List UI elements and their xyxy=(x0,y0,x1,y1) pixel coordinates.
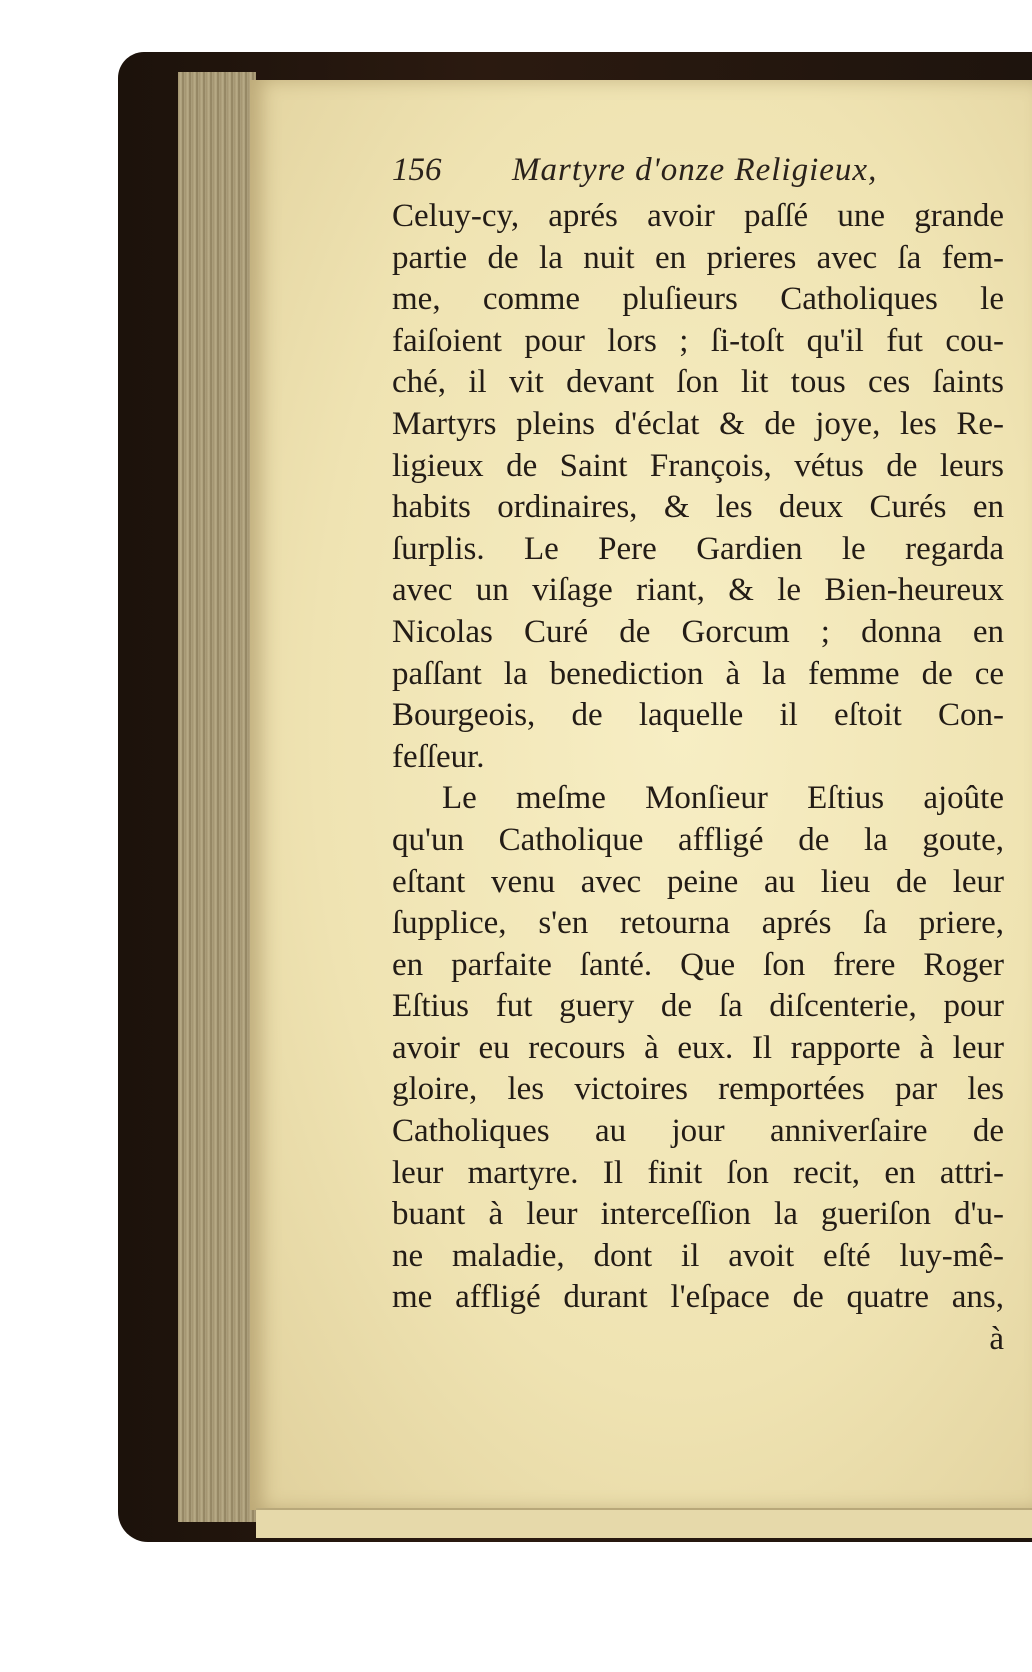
text-line: habits ordinaires, & les deux Curés en xyxy=(392,489,1004,526)
text-line: ché, il vit devant ſon lit tous ces ſaints xyxy=(392,364,1004,401)
paragraph-first-line: Le meſme Monſieur Eſtius ajoûte xyxy=(442,780,1004,817)
text-line: gloire, les victoires remportées par les xyxy=(392,1071,1004,1108)
text-line: ligieux de Saint François, vétus de leurs xyxy=(392,447,1004,484)
page-number: 156 xyxy=(392,152,442,188)
text-line: ne maladie, dont il avoit eſté luy-mê- xyxy=(392,1237,1004,1274)
text-line: buant à leur interceſſion la gueriſon d'u- xyxy=(392,1196,1004,1233)
text-line: feſſeur. xyxy=(392,738,485,775)
text-line: qu'un Catholique affligé de la goute, xyxy=(392,821,1004,858)
text-line: Nicolas Curé de Gorcum ; donna en xyxy=(392,613,1004,650)
text-line: Catholiques au jour anniverſaire de xyxy=(392,1113,1004,1150)
page-bottom-edge xyxy=(256,1508,1032,1538)
text-line: avoir eu recours à eux. Il rapporte à leur xyxy=(392,1029,1004,1066)
text-line: me, comme pluſieurs Catholiques le xyxy=(392,281,1004,318)
text-line: eſtant venu avec peine au lieu de leur xyxy=(392,863,1004,900)
text-line: Bourgeois, de laquelle il eſtoit Con- xyxy=(392,697,1004,734)
text-line: Celuy-cy, aprés avoir paſſé une grande xyxy=(392,198,1004,234)
catchword: à xyxy=(989,1321,1004,1358)
text-line: Eſtius fut guery de ſa diſcenterie, pour xyxy=(392,988,1004,1025)
text-line: paſſant la benediction à la femme de ce xyxy=(392,655,1004,692)
text-line: en parfaite ſanté. Que ſon frere Roger xyxy=(392,946,1004,983)
text-line: ſurplis. Le Pere Gardien le regarda xyxy=(392,530,1004,567)
body-text xyxy=(392,196,1004,1361)
text-line: partie de la nuit en prieres avec ſa fem- xyxy=(392,239,1004,276)
text-line: avec un viſage riant, & le Bien-heureux xyxy=(392,572,1004,609)
page-header xyxy=(392,152,952,196)
running-title: Martyre d'onze Religieux, xyxy=(512,152,878,188)
text-line: me affligé durant l'eſpace de quatre ans, xyxy=(392,1279,1004,1316)
text-line: faiſoient pour lors ; ſi-toſt qu'il fut cou- xyxy=(392,322,1004,359)
page-edges xyxy=(178,72,256,1522)
text-line: leur martyre. Il finit ſon recit, en attri- xyxy=(392,1154,1004,1191)
text-line: Martyrs pleins d'éclat & de joye, les Re- xyxy=(392,405,1004,442)
text-line: ſupplice, s'en retourna aprés ſa priere, xyxy=(392,905,1004,942)
